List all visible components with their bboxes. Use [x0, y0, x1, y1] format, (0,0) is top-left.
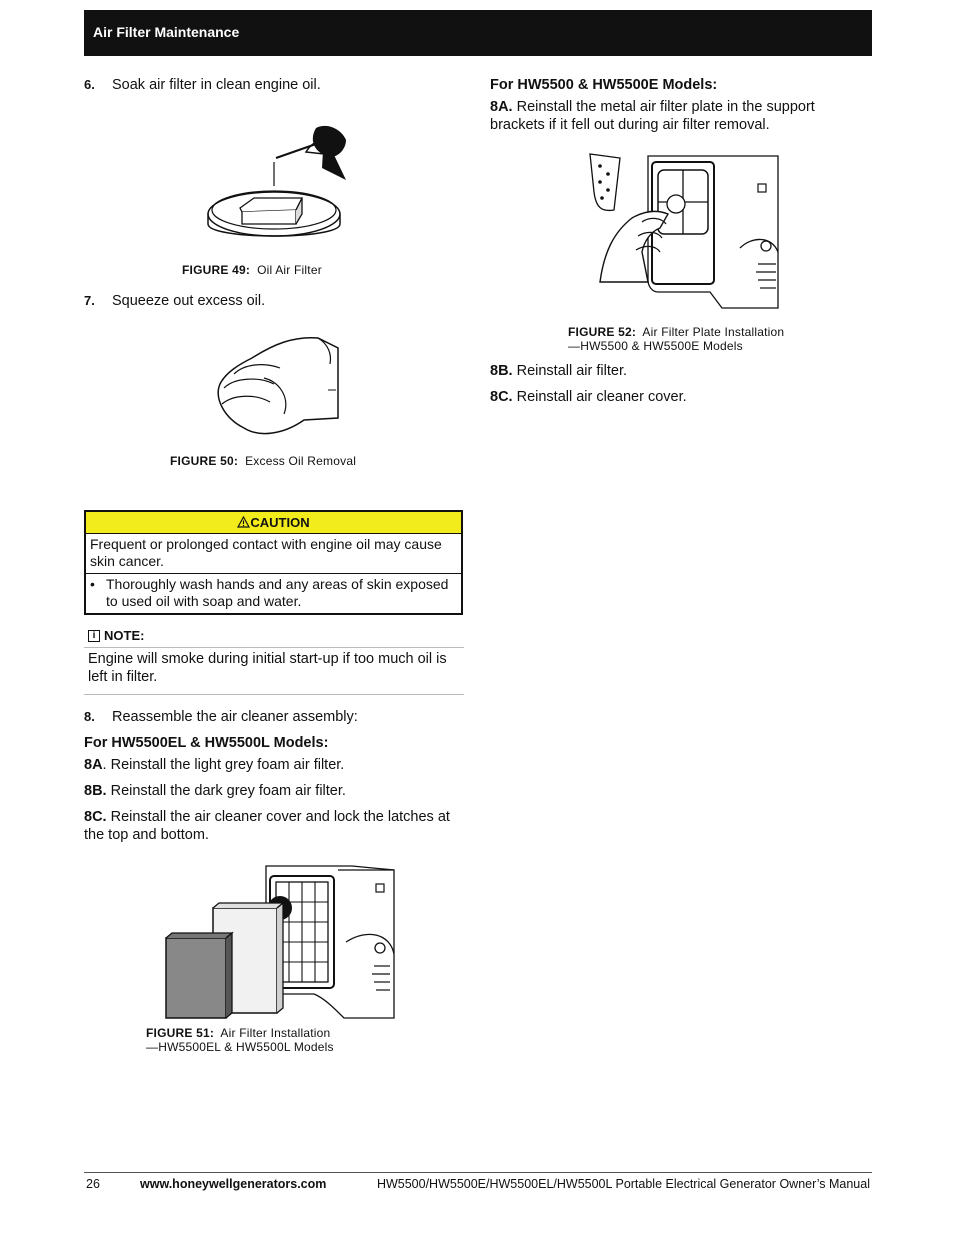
step-text: Soak air filter in clean engine oil. — [112, 77, 321, 93]
figure-title: Air Filter Plate Installation — [642, 325, 785, 339]
step-number: 8. — [84, 709, 95, 724]
standard-models-heading: For HW5500 & HW5500E Models: — [490, 77, 718, 93]
caution-bullet: • Thoroughly wash hands and any areas of skin exposed to used oil with soap and water. — [86, 573, 461, 613]
figure-label: FIGURE 50: — [170, 454, 239, 468]
filter-plate-installation-illustration — [490, 152, 870, 312]
figure-label: FIGURE 51: — [146, 1026, 215, 1040]
figure-subtitle: —HW5500EL & HW5500L Models — [146, 1040, 334, 1054]
figure-subtitle: —HW5500 & HW5500E Models — [568, 339, 743, 353]
step-number: 6. — [84, 77, 95, 92]
step-8c-el: 8C. Reinstall the air cleaner cover and lock the latches at the top and bottom. — [84, 809, 450, 843]
figure-52 — [490, 152, 872, 352]
hand-squeeze-illustration — [84, 318, 464, 448]
note-text: Engine will smoke during initial start-up if too much oil is left in filter. — [84, 647, 464, 695]
step-text: Reassemble the air cleaner assembly: — [112, 709, 358, 725]
section-title: Air Filter Maintenance — [93, 24, 240, 40]
air-filter-installation-illustration — [84, 858, 464, 1023]
manual-title: HW5500/HW5500E/HW5500EL/HW5500L Portable Electrical Generator Owner’s Manual — [376, 1177, 870, 1191]
figure-label: FIGURE 49: — [182, 263, 251, 277]
caution-box — [84, 510, 463, 615]
step-8a-standard: 8A. Reinstall the metal air filter plate in the support brackets if it fell out during air filter removal. — [490, 99, 815, 133]
figure-title: Air Filter Installation — [220, 1026, 331, 1040]
caution-title: CAUTION — [250, 515, 310, 530]
right-column — [490, 76, 872, 414]
figure-label: FIGURE 52: — [568, 325, 637, 339]
figure-51-caption — [146, 1026, 446, 1054]
step-7 — [84, 292, 464, 310]
step-6 — [84, 76, 464, 94]
step-8b-standard: 8B. Reinstall air filter. — [490, 363, 628, 379]
caution-header — [86, 512, 461, 534]
figure-50 — [84, 318, 464, 468]
step-text: Squeeze out excess oil. — [112, 293, 266, 309]
figure-49 — [84, 102, 464, 277]
note-title: NOTE: — [104, 628, 145, 643]
step-8 — [84, 708, 464, 726]
figure-49-caption — [182, 263, 482, 277]
figure-title: Oil Air Filter — [257, 263, 322, 277]
figure-52-caption — [568, 325, 868, 353]
page-number: 26 — [86, 1177, 100, 1191]
footer-divider — [84, 1172, 872, 1173]
step-number: 7. — [84, 293, 95, 308]
info-icon: i — [88, 630, 100, 642]
note-header — [84, 627, 464, 645]
el-models-heading: For HW5500EL & HW5500L Models: — [84, 735, 329, 751]
figure-title: Excess Oil Removal — [245, 454, 357, 468]
figure-51 — [84, 858, 464, 1058]
oil-filter-illustration — [84, 100, 464, 240]
section-header — [84, 10, 872, 56]
warning-triangle-icon — [237, 516, 250, 528]
website-link[interactable]: www.honeywellgenerators.com — [140, 1177, 327, 1191]
step-8c-standard: 8C. Reinstall air cleaner cover. — [490, 389, 687, 405]
left-column — [84, 76, 464, 1058]
step-8a-el: 8A. Reinstall the light grey foam air filter. — [84, 757, 345, 773]
caution-text: Frequent or prolonged contact with engine oil may cause skin cancer. — [90, 536, 442, 569]
step-8b-el: 8B. Reinstall the dark grey foam air filter. — [84, 783, 346, 799]
figure-50-caption — [170, 454, 470, 468]
caution-bullet-text: Thoroughly wash hands and any areas of skin exposed to used oil with soap and water. — [106, 576, 449, 609]
